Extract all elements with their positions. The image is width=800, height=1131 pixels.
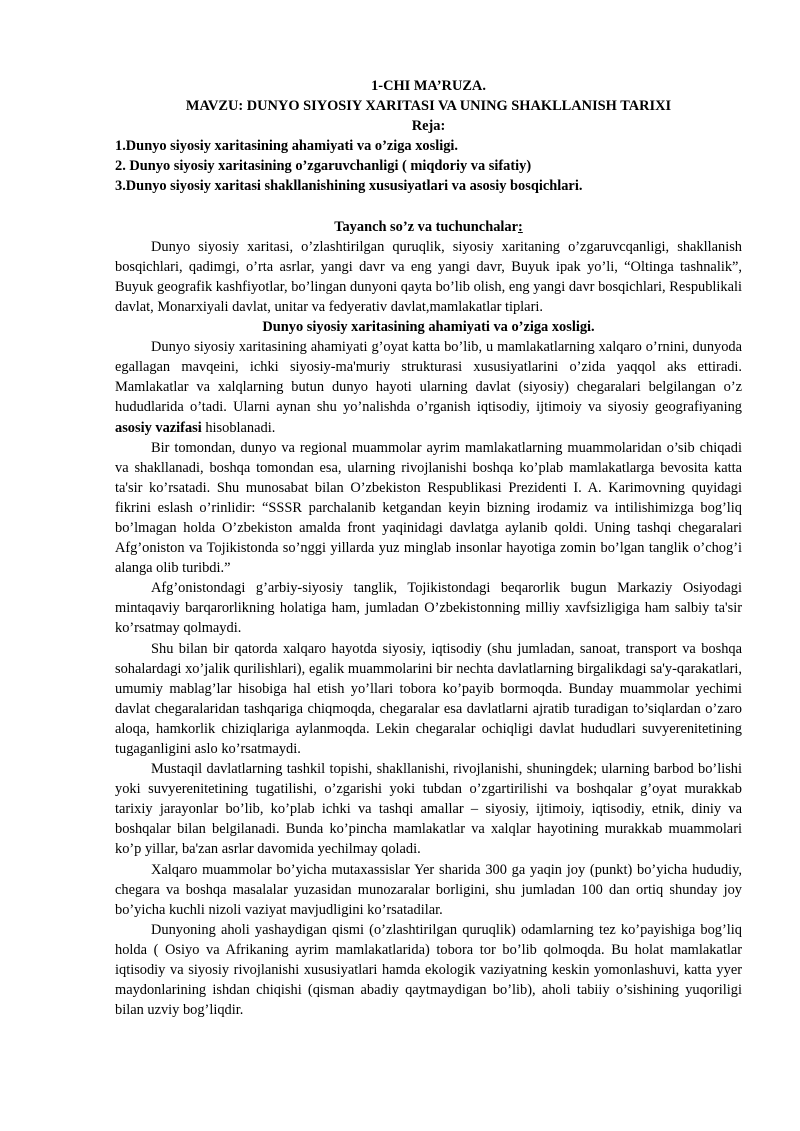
lecture-topic: MAVZU: DUNYO SIYOSIY XARITASI VA UNING SHAKLLANISH TARIXI — [185, 98, 672, 115]
paragraph-1-bold: asosiy vazifasi — [115, 419, 202, 436]
plan-item-2: 2. Dunyo siyosiy xaritasining o’zgaruvchanligi ( miqdoriy va sifatiy) — [115, 158, 532, 175]
paragraph-1-end: hisoblanadi. — [201, 419, 276, 436]
paragraph-3: Afg’onistondagi g’arbiy-siyosiy tanglik, Tojikistondagi beqarorlik bugun Markaziy Osiyodagi mintaqaviy barqarorlikning holatiga ham, jumladan O’zbekistonning milliy xavfsizligiga ham salbiy ta'sir ko’rsatmay qolmaydi. — [115, 580, 742, 637]
paragraph-4: Shu bilan bir qatorda xalqaro hayotda siyosiy, iqtisodiy (shu jumladan, sanoat, transport va boshqa sohalardagi xo’jalik qurilishlari), egalik muammolarini bir nechta davlatlarning birgalikdagi sa'y-qarakatlari, umumiy mablag’lar hisobiga hal etish yo’llari tobora ko’payib bormoqda. Bunday muammolar yechimi davlat chegaralaridan tashqariga chiqmoqda, chegaralar esa davlatlarni ajratib turadigan to’siqlardan o’zaro aloqa, hamkorlik chiziqlariga aylanmoqda. Lekin chegaralar ochiqligi davlat hududlari suvyerenitetining tugaganligini aslo ko’rsatmaydi. — [115, 640, 742, 757]
plan-item-3: 3.Dunyo siyosiy xaritasi shakllanishining xususiyatlari va asosiy bosqichlari. — [115, 178, 583, 195]
keywords-title — [115, 217, 742, 237]
keywords-paragraph: Dunyo siyosiy xaritasi, o’zlashtirilgan quruqlik, siyosiy xaritaning o’zgaruvcqanligi, shakllanish bosqichlari, qadimgi, o’rta asrlar, yangi davr va eng yangi davr, Buyuk ipak yo’li, “Oltinga tashnalik”, Buyuk geografik kashfiyotlar, bo’lingan dunyoni qayta bo’lib olish, eng yangi davr bosqichlari, Respublikali davlat, Monarxiyali davlat, unitar va fedyerativ davlat,mamlakatlar tiplari. — [115, 238, 742, 315]
plan-title: Reja: — [411, 118, 446, 135]
paragraph-5: Mustaqil davlatlarning tashkil topishi, shakllanishi, rivojlanishi, shuningdek; ularning barbod bo’lishi yoki suvyerenitetining tugatilishi, o’zgarishi yoki tubdan o’zgartirilishi va boshqalar g’oyat murakkab tarixiy jarayonlar bo’lib, ko’plab ichki va tashqi amallar – siyosiy, ijtimoiy, iqtisodiy, etnik, diniy va boshqalar bilan belgilanadi. Bunda ko’pincha mamlakatlar va xalqlar hayotining murakkab muammolari ko’p yillar, ba'zan asrlar davomida yechilmay qoladi. — [115, 761, 742, 858]
spacer — [115, 197, 742, 217]
paragraph-1-start: Dunyo siyosiy xaritasining ahamiyati g’oyat katta bo’lib, u mamlakatlarning xalqaro o’rnini, dunyoda egallagan mavqeini, ichki siyosiy-ma'muriy strukturasi xususiyatlarini o’zida yaqqol aks ettiradi. Mamlakatlar va xalqlarning butun dunyo hayoti ularning davlat (siyosiy) chegaralari belgilangan o’z hududlarida o’tadi. Ularni aynan shu yo’nalishda o’rganish iqtisodiy, ijtimoiy va siyosiy geografiyaning — [115, 339, 742, 416]
paragraph-6: Xalqaro muammolar bo’yicha mutaxassislar Yer sharida 300 ga yaqin joy (punkt) bo’yicha hududiy, chegara va boshqa masalalar yuzasidan munozaralar borligini, shu jumladan 100 dan ortiq shunday joy bo’yicha kuchli nizoli vaziyat mavjudligini ko’rsatadilar. — [115, 861, 742, 918]
section-title: Dunyo siyosiy xaritasining ahamiyati va o’ziga xosligi. — [262, 319, 595, 336]
keywords-title-text: Tayanch so’z va tuchunchalar — [334, 218, 518, 235]
paragraph-1 — [115, 337, 742, 437]
paragraph-7: Dunyoning aholi yashaydigan qismi (o’zlashtirilgan quruqlik) odamlarning tez ko’payishiga bog’liq holda ( Osiyo va Afrikaning ayrim mamlakatlarida) tobora tor bo’lib qolmoqda. Bu holat mamlakatlar iqtisodiy va siyosiy rivojlanishi xususiyatlari hamda ekologik vaziyatning keskin yomonlashuvi, katta yyer maydonlarining ishdan chiqishi (qisman abadiy qaytmaydigan bo’lib), aholi tabiiy o’sishining yuqoriligi bilan uzviy bog’liqdir. — [115, 921, 742, 1019]
paragraph-2: Bir tomondan, dunyo va regional muammolar ayrim mamlakatlarning muammolaridan o’sib chiqadi va shakllanadi, boshqa tomondan esa, ularning rivojlanishi boshqa ko’plab mamlakatlarga bevosita katta ta'sir ko’rsatadi. Shu munosabat bilan O’zbekiston Respublikasi Prezidenti I. A. Karimovning quyidagi fikrini eslash o’rinlidir: “SSSR parchalanib ketgandan keyin bizning irodamiz va intilishimizga bog’liq bo’lmagan holda O’zbekiston amalda front yaqinidagi davlatga aylanib qoldi. Uning tashqi chegaralari Afg’oniston va Tojikistonda so’nggi yillarda yuz minglab insonlar hayotiga zomin bo’lgan tanglik o’chog’i alanga olib turibdi.” — [115, 439, 742, 577]
lecture-number: 1-CHI MA’RUZA. — [371, 78, 486, 94]
keywords-title-colon: : — [517, 218, 523, 235]
plan-item-1: 1.Dunyo siyosiy xaritasining ahamiyati va o’ziga xosligi. — [115, 138, 459, 155]
